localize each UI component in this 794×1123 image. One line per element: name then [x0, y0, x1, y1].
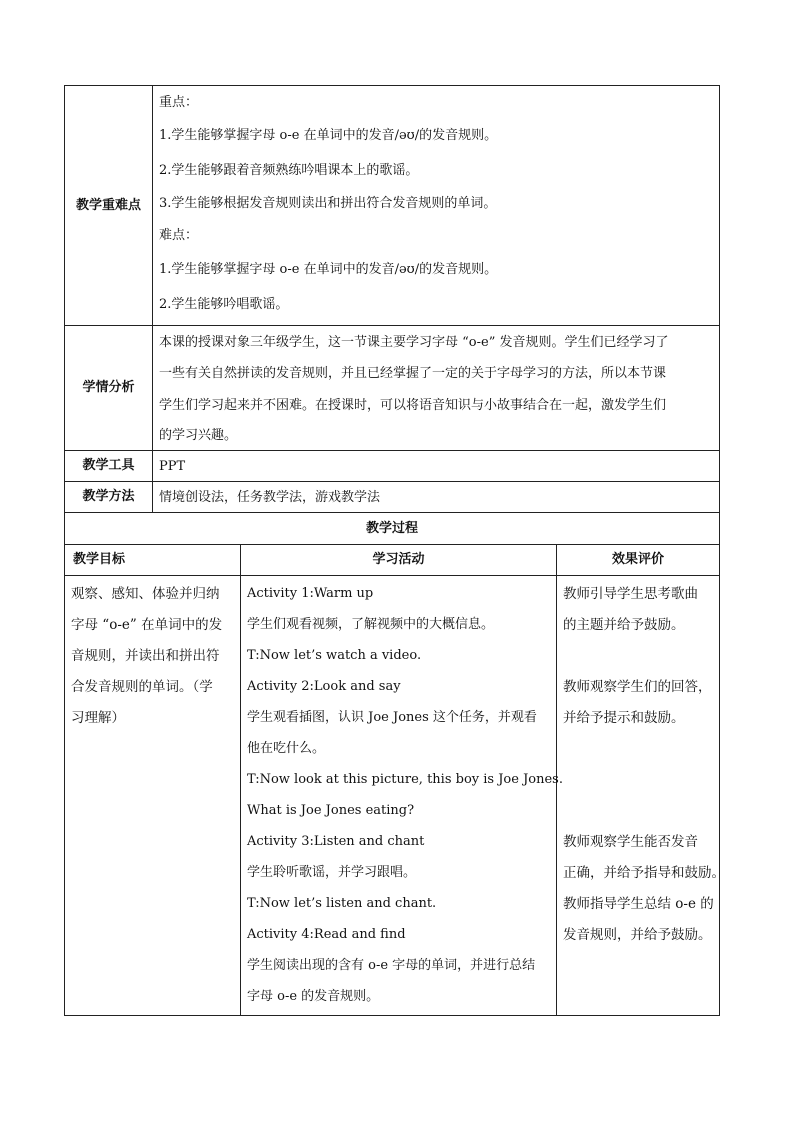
activity-line: Activity 3:Listen and chant: [247, 833, 425, 849]
evaluation-line: 的主题并给予鼓励。: [563, 616, 685, 633]
focus-line: 1.学生能够掌握字母 o-e 在单词中的发音/əʊ/的发音规则。: [159, 127, 498, 143]
focus-line: 1.学生能够掌握字母 o-e 在单词中的发音/əʊ/的发音规则。: [159, 262, 498, 277]
evaluation-line: 并给予提示和鼓励。: [563, 709, 685, 726]
methods-label: 教学方法: [65, 482, 153, 513]
evaluation-line: 教师观察学生们的回答，: [563, 678, 712, 695]
header-activity: 学习活动: [241, 545, 557, 576]
analysis-label: 学情分析: [65, 326, 153, 451]
methods-row: [65, 482, 720, 513]
activity-line: Activity 2:Look and say: [247, 678, 401, 694]
focus-line: 重点：: [159, 95, 199, 110]
focus-content: [153, 86, 720, 326]
evaluation-line: 正确，并给予指导和鼓励。: [563, 864, 725, 881]
activity-line: Activity 4:Read and find: [247, 926, 406, 942]
process-title-row: [65, 513, 720, 545]
activity-line: T:Now look at this picture, this boy is Joe Jones.: [247, 771, 563, 787]
process-header-row: [65, 545, 720, 576]
header-evaluation: 效果评价: [557, 545, 720, 576]
focus-line: 2.学生能够吟唱歌谣。: [159, 296, 289, 312]
header-goal: 教学目标: [65, 545, 241, 576]
focus-row: [65, 86, 720, 326]
activity-line: 他在吃什么。: [247, 740, 326, 756]
activity-line: T:Now let’s watch a video.: [247, 647, 422, 663]
process-title: 教学过程: [65, 513, 720, 545]
activity-line: Activity 1:Warm up: [247, 585, 374, 601]
evaluation-line: 发音规则，并给予鼓励。: [563, 926, 712, 943]
focus-line: 2.学生能够跟着音频熟练吟唱课本上的歌谣。: [159, 162, 419, 178]
analysis-content: [153, 326, 720, 451]
analysis-line: 本课的授课对象三年级学生，这一节课主要学习字母 “o-e” 发音规则。学生们已经学习了: [159, 335, 669, 350]
evaluation-line: [563, 795, 713, 826]
focus-label: 教学重难点: [65, 86, 153, 326]
activity-line: 学生阅读出现的含有 o-e 字母的单词，并进行总结: [247, 957, 536, 973]
evaluation-line: [563, 640, 713, 671]
goal-line: 观察、感知、体验并归纳: [71, 585, 220, 602]
activity-line: 字母 o-e 的发音规则。: [247, 988, 380, 1004]
activity-cell: [241, 576, 563, 1016]
tools-row: [65, 451, 720, 482]
activity-line: 学生们观看视频，了解视频中的大概信息。: [247, 616, 495, 632]
lesson-plan-table: [64, 85, 725, 1016]
activity-line: 学生观看插图，认识 Joe Jones 这个任务，并观看: [247, 709, 537, 725]
process-body-row: [65, 576, 720, 1016]
goal-line: 合发音规则的单词。（学: [71, 678, 213, 695]
activity-line: T:Now let’s listen and chant.: [247, 895, 437, 911]
goal-line: 音规则，并读出和拼出符: [71, 647, 220, 664]
evaluation-line: 教师引导学生思考歌曲: [563, 585, 698, 602]
evaluation-line: 教师观察学生能否发音: [563, 833, 698, 850]
methods-value: 情境创设法，任务教学法，游戏教学法: [153, 482, 720, 513]
activity-line: What is Joe Jones eating?: [247, 802, 415, 818]
focus-line: 难点：: [159, 227, 199, 243]
tools-label: 教学工具: [65, 451, 153, 482]
focus-line: 3.学生能够根据发音规则读出和拼出符合发音规则的单词。: [159, 195, 497, 211]
analysis-row: [65, 326, 720, 451]
goal-line: 字母 “o-e” 在单词中的发: [71, 616, 223, 633]
tools-value: PPT: [153, 451, 720, 482]
goal-cell: [65, 576, 241, 1016]
activity-line: 学生聆听歌谣，并学习跟唱。: [247, 864, 417, 880]
evaluation-line: 教师指导学生总结 o-e 的: [563, 895, 714, 912]
evaluation-cell: [557, 576, 725, 1016]
analysis-line: 一些有关自然拼读的发音规则，并且已经掌握了一定的关于字母学习的方法，所以本节课: [159, 366, 667, 381]
goal-line: 习理解）: [71, 709, 125, 726]
analysis-line: 的学习兴趣。: [159, 428, 238, 443]
evaluation-line: [563, 733, 713, 764]
analysis-line: 学生们学习起来并不困难。在授课时，可以将语音知识与小故事结合在一起，激发学生们: [159, 398, 667, 413]
evaluation-line: [563, 764, 713, 795]
